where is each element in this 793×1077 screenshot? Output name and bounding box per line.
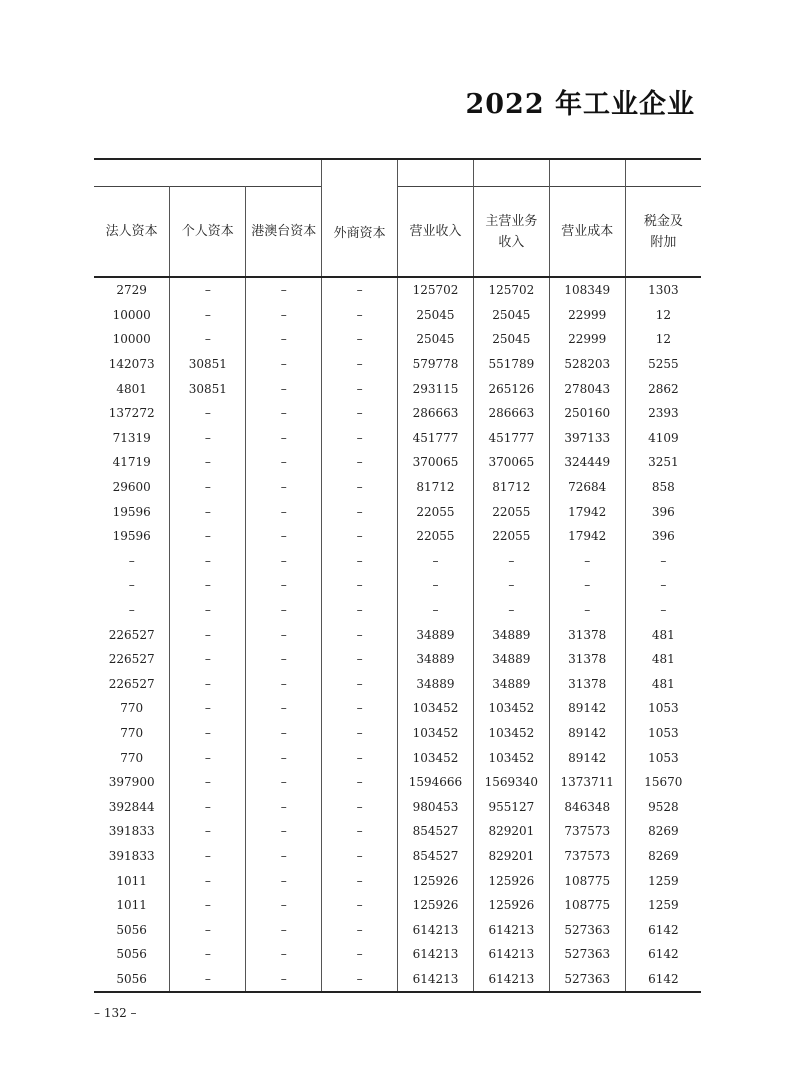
table-row — [94, 573, 701, 598]
table-cell: 31378 — [549, 647, 625, 672]
table-cell: 1053 — [648, 725, 679, 740]
table-cell: 737573 — [549, 844, 625, 869]
table-cell: 397900 — [94, 770, 170, 795]
table-cell: 980453 — [398, 794, 474, 819]
table-cell: 737573 — [549, 819, 625, 844]
column-header-text: 附加 — [650, 234, 677, 250]
column-header-text: 主营业务 — [485, 213, 538, 229]
table-row — [94, 893, 701, 918]
table-cell: 226527 — [94, 672, 170, 697]
table-cell: – — [170, 721, 246, 746]
table-cell: – — [246, 967, 322, 993]
table-cell: – — [246, 524, 322, 549]
table-cell: 25045 — [398, 303, 474, 328]
table-cell: 1259 — [648, 873, 679, 888]
table-cell: 293115 — [398, 376, 474, 401]
table-cell: – — [170, 696, 246, 721]
table-row — [94, 794, 701, 819]
table-cell: 614213 — [473, 942, 549, 967]
table-cell: 5056 — [94, 942, 170, 967]
table-cell: 858 — [651, 480, 675, 495]
table-cell: 286663 — [398, 401, 474, 426]
table-cell: 34889 — [398, 647, 474, 672]
table-cell: – — [322, 277, 398, 303]
table-cell: 1373711 — [549, 770, 625, 795]
table-cell: 22055 — [398, 499, 474, 524]
table-cell: 10000 — [94, 303, 170, 328]
table-cell: – — [322, 672, 398, 697]
table-cell: – — [549, 549, 625, 574]
table-cell: – — [322, 401, 398, 426]
table-cell: 89142 — [549, 721, 625, 746]
table-cell: 125702 — [473, 277, 549, 303]
table-row — [94, 277, 701, 303]
table-cell: – — [170, 868, 246, 893]
table-row — [94, 401, 701, 426]
top-group-cell — [625, 159, 701, 187]
table-cell: – — [322, 426, 398, 451]
table-cell: 846348 — [549, 794, 625, 819]
table-cell: 2862 — [648, 381, 679, 396]
table-cell: – — [170, 942, 246, 967]
table-cell: – — [322, 844, 398, 869]
table-cell: – — [473, 573, 549, 598]
table-cell: – — [246, 819, 322, 844]
table-cell: – — [246, 573, 322, 598]
table-cell: – — [170, 745, 246, 770]
table-cell: – — [322, 303, 398, 328]
table-cell: – — [322, 499, 398, 524]
table-cell: 1011 — [94, 893, 170, 918]
table-cell: – — [170, 598, 246, 623]
table-cell: – — [246, 426, 322, 451]
table-cell: – — [322, 622, 398, 647]
table-cell: 108775 — [549, 893, 625, 918]
table-row — [94, 475, 701, 500]
table-cell: 481 — [651, 676, 675, 691]
table-cell: – — [246, 770, 322, 795]
table-cell: – — [246, 475, 322, 500]
table-cell: – — [246, 352, 322, 377]
table-cell: 396 — [651, 504, 675, 519]
table-cell: – — [398, 598, 474, 623]
table-cell: 10000 — [94, 327, 170, 352]
table-cell: 108775 — [549, 868, 625, 893]
table-cell: – — [170, 401, 246, 426]
table-cell: – — [398, 549, 474, 574]
table-cell: – — [246, 647, 322, 672]
top-group-cell — [473, 159, 549, 187]
table-cell: – — [246, 672, 322, 697]
top-group-cell-left — [94, 159, 322, 187]
table-cell: – — [322, 967, 398, 993]
table-cell: – — [322, 549, 398, 574]
table-row — [94, 499, 701, 524]
table-cell: – — [660, 603, 667, 618]
table-cell: 1569340 — [473, 770, 549, 795]
table-cell: 8269 — [648, 848, 679, 863]
table-cell: – — [246, 868, 322, 893]
table-cell: 5255 — [648, 357, 679, 372]
column-header-text: 营业收入 — [409, 224, 462, 239]
table-row — [94, 549, 701, 574]
table-cell: 528203 — [549, 352, 625, 377]
table-cell: 19596 — [94, 499, 170, 524]
table-cell: 12 — [655, 307, 671, 322]
table-cell: – — [322, 352, 398, 377]
table-cell: 103452 — [473, 745, 549, 770]
column-header-text: 收入 — [498, 234, 525, 250]
table-cell: 125926 — [473, 893, 549, 918]
page-title: 2022 年工业企业 — [465, 89, 695, 120]
table-cell: – — [322, 450, 398, 475]
column-header — [625, 187, 701, 278]
table-cell: 3251 — [648, 455, 679, 470]
table-row — [94, 622, 701, 647]
table-cell: 579778 — [398, 352, 474, 377]
table-cell: 324449 — [549, 450, 625, 475]
table-cell: 770 — [94, 745, 170, 770]
table-cell: 15670 — [644, 775, 683, 790]
table-row — [94, 844, 701, 869]
table-cell: – — [170, 327, 246, 352]
table-cell: 41719 — [94, 450, 170, 475]
column-header — [94, 187, 170, 278]
table-cell: – — [322, 524, 398, 549]
table-cell: 30851 — [170, 376, 246, 401]
table-cell: – — [170, 303, 246, 328]
table-cell: – — [246, 794, 322, 819]
table-cell: – — [322, 868, 398, 893]
table-row — [94, 721, 701, 746]
table-cell: – — [322, 745, 398, 770]
table-cell: 103452 — [473, 696, 549, 721]
table-row — [94, 770, 701, 795]
table-cell: – — [322, 696, 398, 721]
table-cell: – — [246, 327, 322, 352]
table-cell: – — [170, 967, 246, 993]
table-row — [94, 819, 701, 844]
table-cell: – — [322, 327, 398, 352]
table-cell: – — [170, 622, 246, 647]
table-row — [94, 967, 701, 993]
table-cell: 527363 — [549, 967, 625, 993]
table-cell: 614213 — [398, 917, 474, 942]
table-cell: 829201 — [473, 844, 549, 869]
table-cell: 81712 — [473, 475, 549, 500]
table-row — [94, 598, 701, 623]
table-row — [94, 647, 701, 672]
table-cell: 103452 — [398, 696, 474, 721]
table-cell: 4801 — [94, 376, 170, 401]
page-number: – 132 – — [94, 1006, 137, 1020]
table-cell: 6142 — [648, 947, 679, 962]
table-top-group-row — [94, 159, 701, 187]
table-cell: 12 — [655, 332, 671, 347]
table-cell: – — [246, 598, 322, 623]
table-cell: 854527 — [398, 819, 474, 844]
table-cell: 22999 — [549, 327, 625, 352]
table-cell: – — [246, 721, 322, 746]
table-cell: 4109 — [648, 430, 679, 445]
table-cell: – — [170, 450, 246, 475]
table-cell: – — [246, 942, 322, 967]
table-cell: 396 — [651, 529, 675, 544]
table-cell: 25045 — [473, 303, 549, 328]
table-cell: – — [660, 578, 667, 593]
table-cell: – — [170, 499, 246, 524]
table-cell: – — [246, 303, 322, 328]
table-cell: 397133 — [549, 426, 625, 451]
table-row — [94, 868, 701, 893]
table-cell: – — [660, 553, 667, 568]
table-cell: 551789 — [473, 352, 549, 377]
table-cell: – — [549, 573, 625, 598]
table-cell: 2393 — [648, 406, 679, 421]
table-cell: – — [473, 549, 549, 574]
table-row — [94, 303, 701, 328]
table-row — [94, 745, 701, 770]
table-cell: – — [170, 844, 246, 869]
table-cell: – — [170, 770, 246, 795]
table-cell: 250160 — [549, 401, 625, 426]
table-cell: 89142 — [549, 745, 625, 770]
column-header — [246, 187, 322, 278]
table-cell: 278043 — [549, 376, 625, 401]
table-cell: 34889 — [398, 672, 474, 697]
table-row — [94, 524, 701, 549]
table-cell: 125702 — [398, 277, 474, 303]
table-cell: – — [246, 844, 322, 869]
table-cell: 391833 — [94, 844, 170, 869]
table-cell: – — [170, 672, 246, 697]
table-header-row — [94, 187, 701, 278]
table-cell: – — [246, 917, 322, 942]
table-cell: 614213 — [398, 942, 474, 967]
table-cell: – — [398, 573, 474, 598]
table-cell: – — [246, 376, 322, 401]
table-cell: 481 — [651, 627, 675, 642]
table-cell: 527363 — [549, 917, 625, 942]
table-cell: 451777 — [398, 426, 474, 451]
table-cell: 34889 — [473, 647, 549, 672]
table-cell: 17942 — [549, 499, 625, 524]
table-cell: 1053 — [648, 750, 679, 765]
table-cell: 527363 — [549, 942, 625, 967]
table-cell: – — [322, 573, 398, 598]
top-group-cell-gap — [322, 159, 398, 277]
table-cell: 770 — [94, 721, 170, 746]
table-row — [94, 942, 701, 967]
table-cell: 125926 — [473, 868, 549, 893]
table-cell: 1594666 — [398, 770, 474, 795]
column-header-text: 法人资本 — [105, 224, 158, 239]
table-cell: 81712 — [398, 475, 474, 500]
table-cell: 286663 — [473, 401, 549, 426]
column-header-text: 外商资本 — [333, 225, 386, 241]
table-cell: – — [170, 277, 246, 303]
table-row — [94, 696, 701, 721]
table-cell: – — [322, 942, 398, 967]
table-cell: 108349 — [549, 277, 625, 303]
table-row — [94, 917, 701, 942]
table-cell: – — [322, 376, 398, 401]
table-cell: 226527 — [94, 647, 170, 672]
table-cell: 29600 — [94, 475, 170, 500]
table-cell: – — [246, 893, 322, 918]
table-cell: 103452 — [398, 745, 474, 770]
table-cell: 22999 — [549, 303, 625, 328]
table-cell: 25045 — [473, 327, 549, 352]
table-cell: – — [473, 598, 549, 623]
table-cell: – — [322, 770, 398, 795]
table-cell: 614213 — [473, 917, 549, 942]
table-cell: 22055 — [473, 499, 549, 524]
table-cell: 2729 — [94, 277, 170, 303]
table-cell: – — [170, 647, 246, 672]
table-cell: 370065 — [473, 450, 549, 475]
table-cell: 829201 — [473, 819, 549, 844]
table-cell: – — [246, 696, 322, 721]
table-cell: 22055 — [473, 524, 549, 549]
table-cell: 22055 — [398, 524, 474, 549]
table-cell: – — [322, 598, 398, 623]
table-cell: 1011 — [94, 868, 170, 893]
table-cell: 9528 — [648, 799, 679, 814]
table-cell: – — [170, 524, 246, 549]
table-cell: 5056 — [94, 967, 170, 993]
table-cell: – — [246, 499, 322, 524]
table-cell: 19596 — [94, 524, 170, 549]
table-cell: 854527 — [398, 844, 474, 869]
top-group-cell — [398, 159, 474, 187]
table-row — [94, 426, 701, 451]
column-header-text: 港澳台资本 — [251, 224, 317, 239]
table-cell: – — [322, 819, 398, 844]
table-row — [94, 450, 701, 475]
column-header — [549, 187, 625, 278]
table-cell: 125926 — [398, 868, 474, 893]
table-cell: 614213 — [473, 967, 549, 993]
table-cell: – — [322, 647, 398, 672]
table-cell: – — [322, 893, 398, 918]
table-cell: 481 — [651, 652, 675, 667]
column-header — [473, 187, 549, 278]
table-row — [94, 327, 701, 352]
table-cell: – — [170, 893, 246, 918]
table-cell: 370065 — [398, 450, 474, 475]
top-group-cell — [549, 159, 625, 187]
table-cell: – — [170, 573, 246, 598]
table-cell: – — [322, 475, 398, 500]
table-cell: – — [94, 573, 170, 598]
table-cell: 6142 — [625, 967, 701, 993]
table-cell: – — [322, 794, 398, 819]
table-cell: 34889 — [473, 672, 549, 697]
table-cell: 71319 — [94, 426, 170, 451]
table-cell: – — [246, 745, 322, 770]
table-cell: 17942 — [549, 524, 625, 549]
table-cell: – — [246, 401, 322, 426]
table-cell: – — [94, 549, 170, 574]
column-header-text: 个人资本 — [181, 224, 234, 239]
table-cell: 265126 — [473, 376, 549, 401]
table-cell: – — [170, 475, 246, 500]
table-cell: 8269 — [648, 824, 679, 839]
table-cell: – — [94, 598, 170, 623]
table-cell: 142073 — [94, 352, 170, 377]
column-header-text: 营业成本 — [561, 224, 614, 239]
table-cell: 392844 — [94, 794, 170, 819]
table-cell: – — [246, 622, 322, 647]
table-cell: 31378 — [549, 672, 625, 697]
table-cell: 137272 — [94, 401, 170, 426]
table-cell: – — [549, 598, 625, 623]
table-cell: – — [170, 917, 246, 942]
table-cell: 34889 — [398, 622, 474, 647]
table-cell: – — [170, 426, 246, 451]
table-cell: 103452 — [398, 721, 474, 746]
data-table — [94, 158, 701, 993]
table-cell: 103452 — [473, 721, 549, 746]
table-cell: 125926 — [398, 893, 474, 918]
column-header-text: 税金及 — [643, 213, 683, 229]
table-cell: 226527 — [94, 622, 170, 647]
table-cell: 34889 — [473, 622, 549, 647]
table-cell: 1259 — [648, 898, 679, 913]
table-cell: – — [246, 277, 322, 303]
table-row — [94, 352, 701, 377]
table-cell: – — [322, 917, 398, 942]
table-row — [94, 376, 701, 401]
table-cell: – — [322, 721, 398, 746]
table-cell: 5056 — [94, 917, 170, 942]
table-cell: 451777 — [473, 426, 549, 451]
table-cell: 391833 — [94, 819, 170, 844]
table-cell: 72684 — [549, 475, 625, 500]
table-cell: 955127 — [473, 794, 549, 819]
table-cell: 1053 — [648, 701, 679, 716]
table-cell: – — [170, 549, 246, 574]
table-cell: 1303 — [648, 283, 679, 298]
column-header — [398, 187, 474, 278]
table-cell: 25045 — [398, 327, 474, 352]
table-cell: 770 — [94, 696, 170, 721]
table-cell: 31378 — [549, 622, 625, 647]
table-cell: – — [170, 819, 246, 844]
table-row — [94, 672, 701, 697]
table-cell: – — [170, 794, 246, 819]
table-cell: 614213 — [398, 967, 474, 993]
table-cell: – — [246, 450, 322, 475]
table-cell: 89142 — [549, 696, 625, 721]
column-header — [170, 187, 246, 278]
table-cell: 6142 — [648, 922, 679, 937]
table-cell: 30851 — [170, 352, 246, 377]
table-cell: – — [246, 549, 322, 574]
